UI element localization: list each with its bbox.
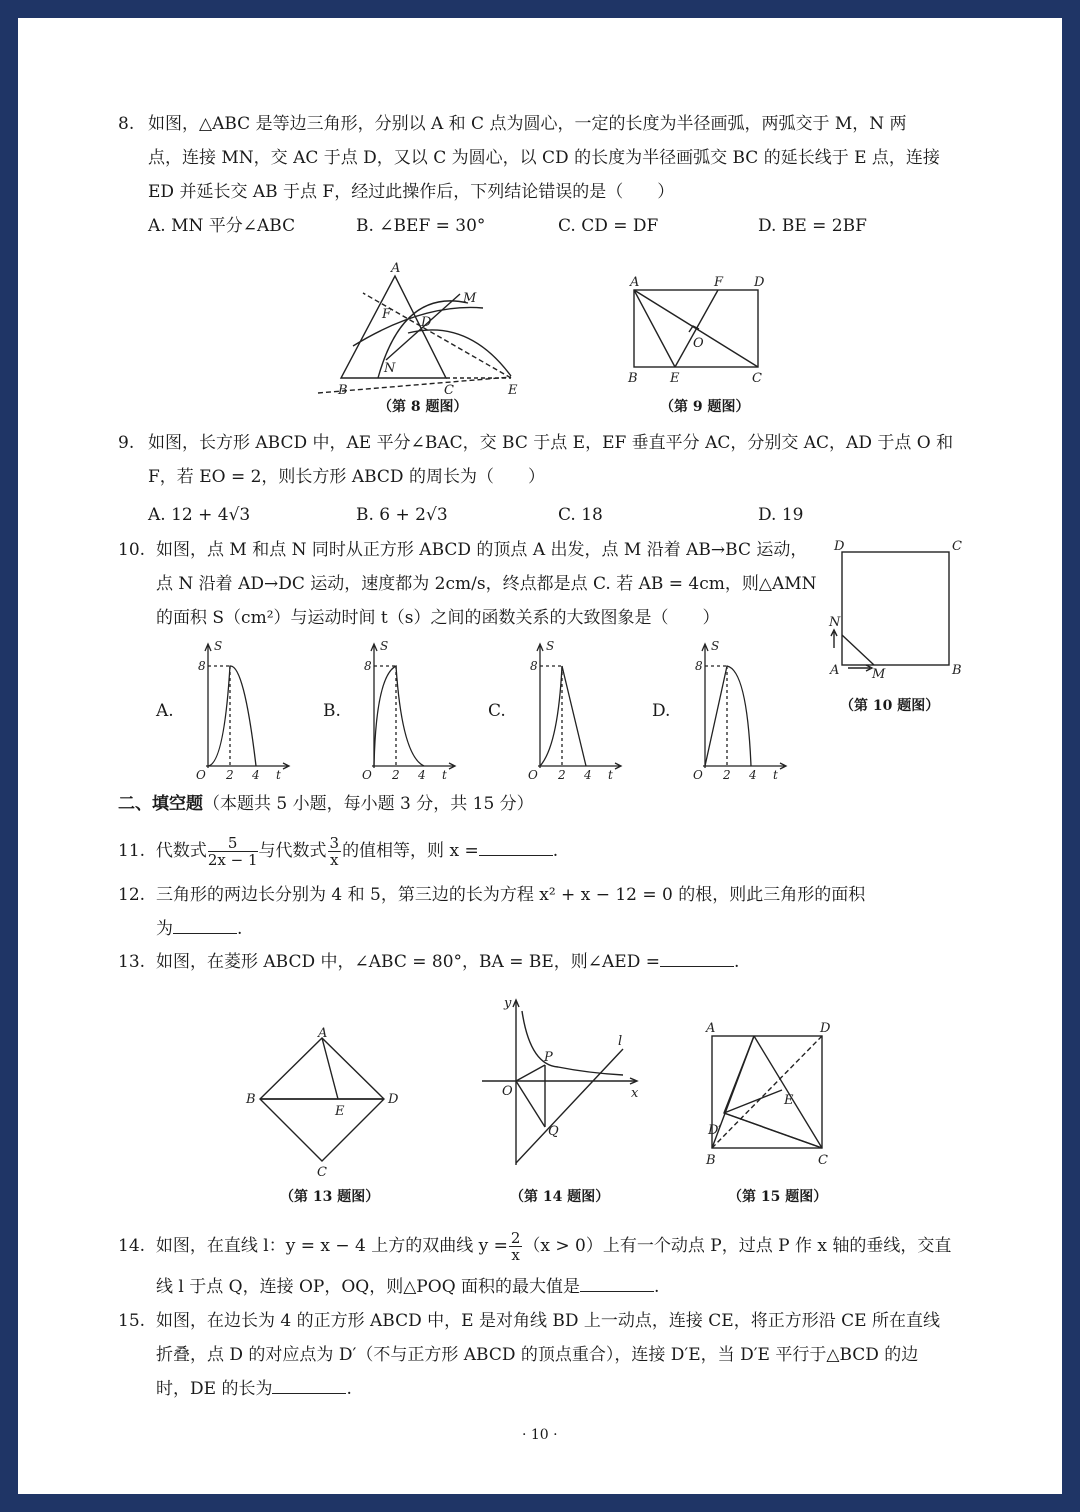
q10-graph-c (518, 636, 628, 782)
q9-text-line1: 如图，长方形 ABCD 中，AE 平分∠BAC，交 BC 于点 E，EF 垂直平分 AC，分别交 AC，AD 于点 O 和 (148, 433, 954, 453)
q14-line1 (118, 1226, 951, 1266)
q11-f1-num: 5 (208, 835, 258, 852)
f14-label-p: P (544, 1050, 553, 1065)
f9-label-f: F (714, 275, 724, 290)
figure-14 (478, 993, 648, 1173)
q12-answer-blank[interactable] (173, 919, 237, 934)
ga-2: 2 (226, 768, 234, 782)
q11-end: . (552, 841, 559, 861)
q11-f2-den: x (330, 851, 339, 869)
gb-4: 4 (418, 768, 426, 782)
q11-f1-den: 2x − 1 (207, 851, 258, 869)
f8-label-f: F (382, 307, 392, 322)
ga-4: 4 (252, 768, 260, 782)
gd-t: t (773, 768, 778, 782)
q9-option-c: C. 18 (558, 505, 603, 525)
gc-o: O (528, 768, 538, 782)
f14-label-l: l (618, 1034, 623, 1049)
gd-8: 8 (695, 659, 703, 673)
f8-label-e: E (508, 383, 518, 398)
f10-label-n: N (829, 615, 841, 630)
q11-fraction-2 (328, 835, 342, 868)
f10-label-a: A (830, 663, 840, 678)
f15-label-e: E (784, 1093, 794, 1108)
q9-option-d: D. 19 (758, 505, 804, 525)
q13-end: . (733, 952, 740, 972)
q9-option-b: B. 6 + 2√3 (356, 505, 448, 525)
f15-label-a: A (706, 1021, 716, 1036)
q15-text-line3: 时，DE 的长为 (156, 1379, 273, 1399)
f15-label-d: D (820, 1021, 831, 1036)
section2-title: 二、填空题 (118, 794, 203, 814)
q10-graph-a (186, 636, 296, 782)
q10-text-line1: 如图，点 M 和点 N 同时从正方形 ABCD 的顶点 A 出发，点 M 沿着 AB→BC 运动， (156, 540, 808, 560)
q10-graph-b (352, 636, 462, 782)
q13-caption: （第 13 题图） (280, 1189, 380, 1205)
q10-number: 10. (118, 540, 146, 560)
q14-part2: （x > 0）上有一个动点 P，过点 P 作 x 轴的垂线，交直 (523, 1236, 952, 1256)
gc-s: S (546, 639, 555, 653)
page-number: · 10 · (522, 1427, 558, 1443)
q15-number: 15. (118, 1311, 146, 1331)
q8-caption: （第 8 题图） (378, 399, 468, 415)
f14-label-q: Q (548, 1124, 559, 1139)
gb-8: 8 (364, 659, 372, 673)
f10-label-c: C (952, 539, 962, 554)
f13-label-d: D (388, 1092, 399, 1107)
q9-caption: （第 9 题图） (660, 399, 750, 415)
q11-answer-blank[interactable] (479, 841, 553, 856)
f8-label-m: M (463, 291, 477, 306)
gd-s: S (711, 639, 720, 653)
q14-caption: （第 14 题图） (510, 1189, 610, 1205)
f9-label-d: D (754, 275, 765, 290)
q14-end: . (654, 1277, 660, 1297)
f14-label-o: O (502, 1084, 513, 1099)
q8-number: 8. (118, 114, 135, 134)
gd-o: O (693, 768, 703, 782)
f8-label-b: B (338, 383, 348, 398)
f13-label-a: A (318, 1026, 328, 1041)
q10-option-a: A. (156, 701, 174, 721)
q14-f-num: 2 (510, 1229, 521, 1247)
q12-text-line1: 三角形的两边长分别为 4 和 5，第三边的长为方程 x² + x − 12 = 0 的根，则此三角形的面积 (156, 885, 866, 905)
q12-number: 12. (118, 885, 146, 905)
f13-label-c: C (317, 1165, 327, 1180)
f14-label-x: x (631, 1086, 639, 1101)
f9-label-e: E (670, 371, 680, 386)
f8-label-d: D (421, 315, 432, 330)
q8-option-c: C. CD = DF (558, 216, 659, 236)
gb-2: 2 (392, 768, 400, 782)
gc-t: t (608, 768, 613, 782)
q12-line2 (156, 918, 242, 940)
q11-f2-num: 3 (329, 834, 340, 852)
q15-end: . (346, 1379, 352, 1399)
gd-4: 4 (749, 768, 757, 782)
section2-heading (118, 793, 534, 815)
gd-2: 2 (723, 768, 731, 782)
f8-label-c: C (444, 383, 454, 398)
figure-8 (308, 248, 538, 398)
q14-part1: 如图，在直线 l：y = x − 4 上方的双曲线 y = (155, 1236, 508, 1256)
figure-13 (240, 1028, 410, 1178)
q10-option-b: B. (323, 701, 341, 721)
q14-fraction (509, 1230, 523, 1263)
q10-text-line3: 的面积 S（cm²）与运动时间 t（s）之间的函数关系的大致图象是（ ） (156, 608, 720, 628)
q14-text-line2: 线 l 于点 Q，连接 OP，OQ，则△POQ 面积的最大值是 (156, 1277, 581, 1297)
q15-text-line1: 如图，在边长为 4 的正方形 ABCD 中，E 是对角线 BD 上一动点，连接 CE，将正方形沿 CE 所在直线 (156, 1311, 940, 1331)
q10-option-d: D. (652, 701, 671, 721)
ga-t: t (276, 768, 281, 782)
q8-text-line3: ED 并延长交 AB 于点 F，经过此操作后，下列结论错误的是（ ） (148, 182, 675, 202)
ga-o: O (196, 768, 206, 782)
q14-line2 (156, 1276, 659, 1298)
f15-label-b: B (706, 1153, 716, 1168)
q8-option-b: B. ∠BEF = 30° (356, 216, 486, 236)
q10-graph-d (683, 636, 793, 782)
q8-text-line1: 如图，△ABC 是等边三角形，分别以 A 和 C 点为圆心，一定的长度为半径画弧，两弧交于 M，N 两 (148, 114, 907, 134)
q13-answer-blank[interactable] (660, 952, 734, 967)
f9-label-c: C (752, 371, 762, 386)
q11-part3: 的值相等，则 x = (342, 841, 479, 861)
gc-4: 4 (584, 768, 592, 782)
f13-label-e: E (335, 1104, 345, 1119)
gc-2: 2 (558, 768, 566, 782)
q10-caption: （第 10 题图） (840, 698, 940, 714)
f8-label-n: N (384, 361, 396, 376)
f15-label-dprime: D′ (708, 1123, 722, 1138)
figure-15 (694, 1016, 844, 1174)
f10-label-b: B (952, 663, 962, 678)
q15-answer-blank[interactable] (272, 1379, 346, 1394)
section2-note: （本题共 5 小题，每小题 3 分，共 15 分） (203, 794, 534, 814)
q9-number: 9. (118, 433, 135, 453)
q11-part1: 代数式 (155, 841, 207, 861)
f13-label-b: B (246, 1092, 256, 1107)
f14-label-y: y (504, 996, 512, 1011)
q15-line3 (156, 1378, 352, 1400)
q9-option-a: A. 12 + 4√3 (148, 505, 251, 525)
f9-label-a: A (630, 275, 640, 290)
q15-text-line2: 折叠，点 D 的对应点为 D′（不与正方形 ABCD 的顶点重合），连接 D′E，当 D′E 平行于△BCD 的边 (156, 1345, 919, 1365)
gb-t: t (442, 768, 447, 782)
f9-label-o: O (693, 336, 704, 351)
q8-option-d: D. BE = 2BF (758, 216, 867, 236)
gc-8: 8 (530, 659, 538, 673)
q13-number: 13. (118, 952, 146, 972)
f10-label-m: M (872, 667, 886, 682)
q10-option-c: C. (488, 701, 506, 721)
q12-text-line2: 为 (156, 919, 173, 939)
q11-part2: 与代数式 (258, 841, 327, 861)
f15-label-c: C (818, 1153, 828, 1168)
q8-text-line2: 点，连接 MN，交 AC 于点 D，又以 C 为圆心，以 CD 的长度为半径画弧交 BC 的延长线于 E 点，连接 (148, 148, 940, 168)
q9-text-line2: F，若 EO = 2，则长方形 ABCD 的周长为（ ） (148, 467, 545, 487)
figure-10 (826, 538, 976, 683)
f8-label-a: A (391, 261, 401, 276)
exam-page (18, 18, 1062, 1494)
q13-line (156, 951, 739, 973)
q13-text-line1: 如图，在菱形 ABCD 中，∠ABC = 80°，BA = BE，则∠AED = (156, 952, 660, 972)
q15-caption: （第 15 题图） (728, 1189, 828, 1205)
q14-answer-blank[interactable] (580, 1277, 654, 1292)
f10-label-d: D (834, 539, 845, 554)
q14-number: 14. (118, 1236, 146, 1256)
q8-option-a: A. MN 平分∠ABC (148, 216, 296, 236)
q14-f-den: x (511, 1246, 520, 1264)
f9-label-b: B (628, 371, 638, 386)
gb-o: O (362, 768, 372, 782)
figure-9 (618, 274, 778, 394)
q10-text-line2: 点 N 沿着 AD→DC 运动，速度都为 2cm/s，终点都是点 C. 若 AB = 4cm，则△AMN (156, 574, 817, 594)
q11-fraction-1 (208, 835, 258, 868)
q11-line (118, 831, 558, 871)
ga-8: 8 (198, 659, 206, 673)
gb-s: S (380, 639, 389, 653)
q12-end: . (237, 919, 243, 939)
q11-number: 11. (118, 841, 146, 861)
ga-s: S (214, 639, 223, 653)
